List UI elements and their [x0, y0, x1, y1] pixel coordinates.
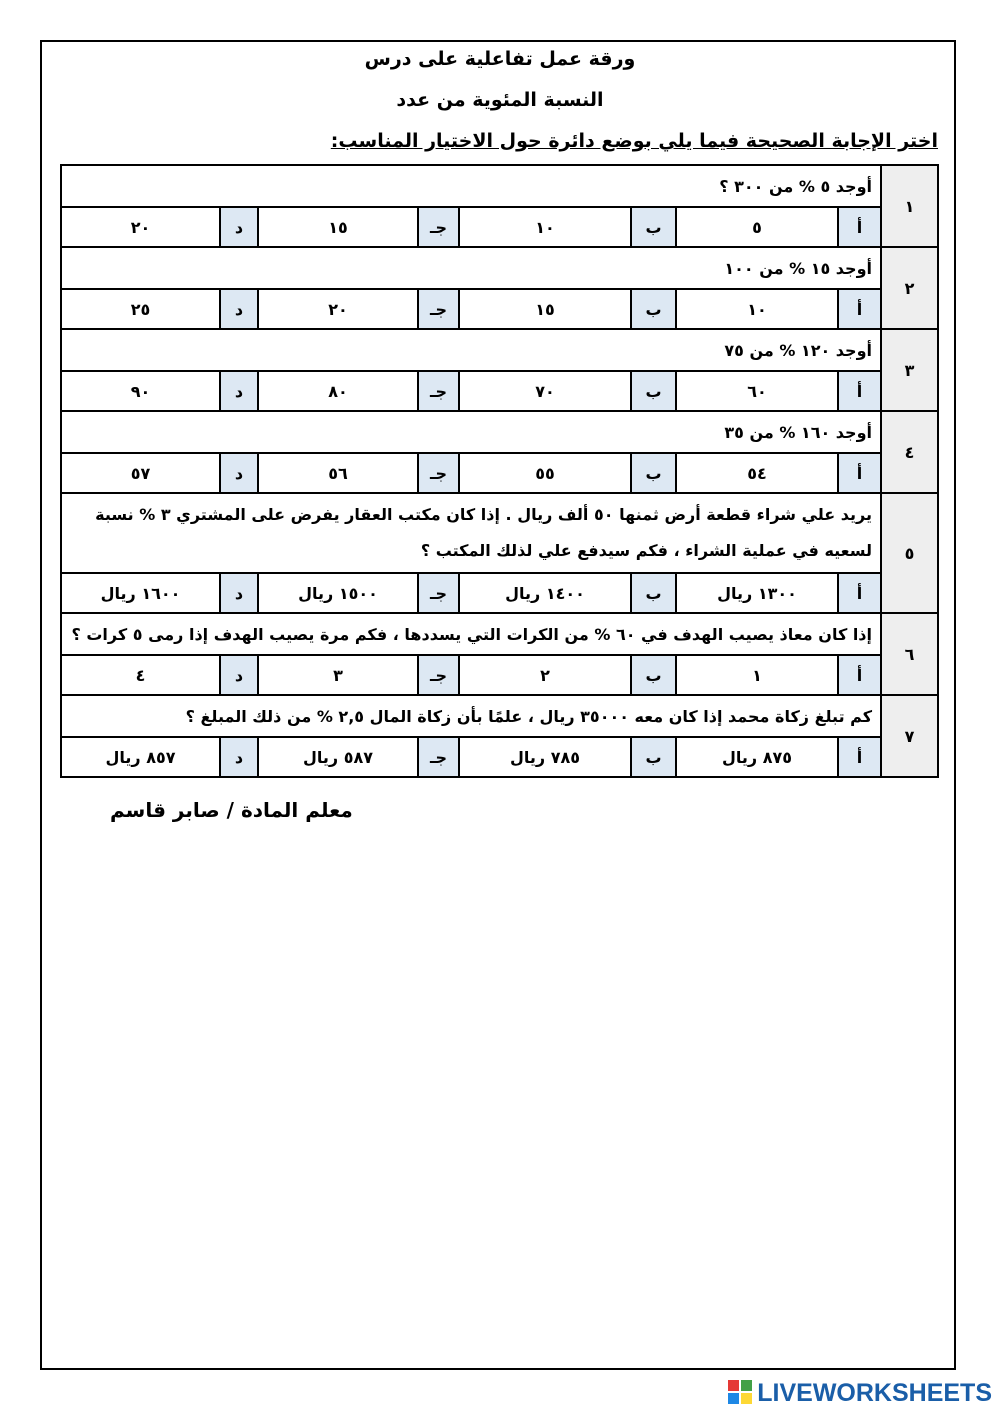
option-label: أ [838, 207, 881, 247]
question-text: أوجد ١٢٠ % من ٧٥ [61, 329, 881, 371]
option-choice[interactable]: ٨٠ [258, 371, 418, 411]
option-choice[interactable]: ١٣٠٠ ريال [676, 573, 838, 613]
question-row [61, 411, 938, 453]
option-label: د [220, 371, 258, 411]
option-choice[interactable]: ١٥٠٠ ريال [258, 573, 418, 613]
option-choice[interactable]: ٦٠ [676, 371, 838, 411]
option-label: جـ [418, 289, 459, 329]
options-row [61, 573, 938, 613]
question-text: كم تبلغ زكاة محمد إذا كان معه ٣٥٠٠٠ ريال ، علمًا بأن زكاة المال ٢,٥ % من ذلك المبلغ ؟ [61, 695, 881, 737]
option-choice[interactable]: ٢٠ [258, 289, 418, 329]
option-label: ب [631, 371, 676, 411]
option-choice[interactable]: ٧٠ [459, 371, 631, 411]
option-label: د [220, 737, 258, 777]
liveworksheets-logo-icon [728, 1380, 754, 1406]
option-choice[interactable]: ٧٨٥ ريال [459, 737, 631, 777]
option-label: جـ [418, 655, 459, 695]
option-label: أ [838, 371, 881, 411]
question-row [61, 329, 938, 371]
option-choice[interactable]: ١٠ [459, 207, 631, 247]
liveworksheets-brand [728, 1378, 992, 1408]
options-row [61, 207, 938, 247]
option-choice[interactable]: ١٤٠٠ ريال [459, 573, 631, 613]
option-choice[interactable]: ٨٧٥ ريال [676, 737, 838, 777]
option-label: د [220, 573, 258, 613]
option-label: أ [838, 655, 881, 695]
worksheet-title: ورقة عمل تفاعلية على درس [364, 48, 636, 70]
option-label: جـ [418, 737, 459, 777]
options-row [61, 371, 938, 411]
question-text: أوجد ١٥ % من ١٠٠ [61, 247, 881, 289]
option-label: جـ [418, 207, 459, 247]
option-choice[interactable]: ٢٥ [61, 289, 220, 329]
question-row [61, 165, 938, 207]
quiz-table [60, 164, 939, 778]
option-label: جـ [418, 453, 459, 493]
option-choice[interactable]: ١ [676, 655, 838, 695]
question-row [61, 695, 938, 737]
question-number: ٣ [881, 329, 938, 411]
brand-name: LIVEWORKSHEETS [757, 1378, 992, 1407]
teacher-signature: معلم المادة / صابر قاسم [110, 798, 353, 822]
question-text: أوجد ٥ % من ٣٠٠ ؟ [61, 165, 881, 207]
option-label: ب [631, 207, 676, 247]
question-row [61, 493, 938, 573]
option-label: جـ [418, 371, 459, 411]
question-number: ٧ [881, 695, 938, 777]
option-label: أ [838, 453, 881, 493]
option-label: جـ [418, 573, 459, 613]
lesson-title: النسبة المئوية من عدد [396, 89, 604, 111]
question-row [61, 247, 938, 289]
option-label: ب [631, 655, 676, 695]
option-choice[interactable]: ١٠ [676, 289, 838, 329]
option-label: د [220, 453, 258, 493]
option-label: ب [631, 289, 676, 329]
option-choice[interactable]: ١٥ [258, 207, 418, 247]
option-label: د [220, 289, 258, 329]
option-choice[interactable]: ٥٦ [258, 453, 418, 493]
question-number: ٦ [881, 613, 938, 695]
option-label: أ [838, 289, 881, 329]
question-number: ٥ [881, 493, 938, 613]
question-text: يريد علي شراء قطعة أرض ثمنها ٥٠ ألف ريال . إذا كان مكتب العقار يفرض على المشتري ٣ % نسبة لسعيه في عملية الشراء ، فكم سيدفع علي لذلك المكتب ؟ [61, 493, 881, 573]
option-choice[interactable]: ٥٤ [676, 453, 838, 493]
option-choice[interactable]: ٩٠ [61, 371, 220, 411]
question-text: إذا كان معاذ يصيب الهدف في ٦٠ % من الكرات التي يسددها ، فكم مرة يصيب الهدف إذا رمى ٥ كرات ؟ [61, 613, 881, 655]
question-number: ٢ [881, 247, 938, 329]
question-row [61, 613, 938, 655]
option-choice[interactable]: ٨٥٧ ريال [61, 737, 220, 777]
option-choice[interactable]: ٣ [258, 655, 418, 695]
options-row [61, 453, 938, 493]
option-label: د [220, 655, 258, 695]
option-label: د [220, 207, 258, 247]
option-label: أ [838, 573, 881, 613]
question-number: ١ [881, 165, 938, 247]
option-choice[interactable]: ٥ [676, 207, 838, 247]
option-choice[interactable]: ١٦٠٠ ريال [61, 573, 220, 613]
instruction: اختر الإجابة الصحيحة فيما يلي بوضع دائرة حول الاختيار المناسب: [330, 130, 938, 152]
option-choice[interactable]: ٢٠ [61, 207, 220, 247]
options-row [61, 737, 938, 777]
option-label: ب [631, 737, 676, 777]
option-choice[interactable]: ٥٧ [61, 453, 220, 493]
options-row [61, 289, 938, 329]
option-choice[interactable]: ٢ [459, 655, 631, 695]
option-label: أ [838, 737, 881, 777]
option-choice[interactable]: ٥٨٧ ريال [258, 737, 418, 777]
options-row [61, 655, 938, 695]
option-choice[interactable]: ٤ [61, 655, 220, 695]
question-text: أوجد ١٦٠ % من ٣٥ [61, 411, 881, 453]
option-label: ب [631, 453, 676, 493]
option-choice[interactable]: ٥٥ [459, 453, 631, 493]
question-number: ٤ [881, 411, 938, 493]
option-choice[interactable]: ١٥ [459, 289, 631, 329]
option-label: ب [631, 573, 676, 613]
